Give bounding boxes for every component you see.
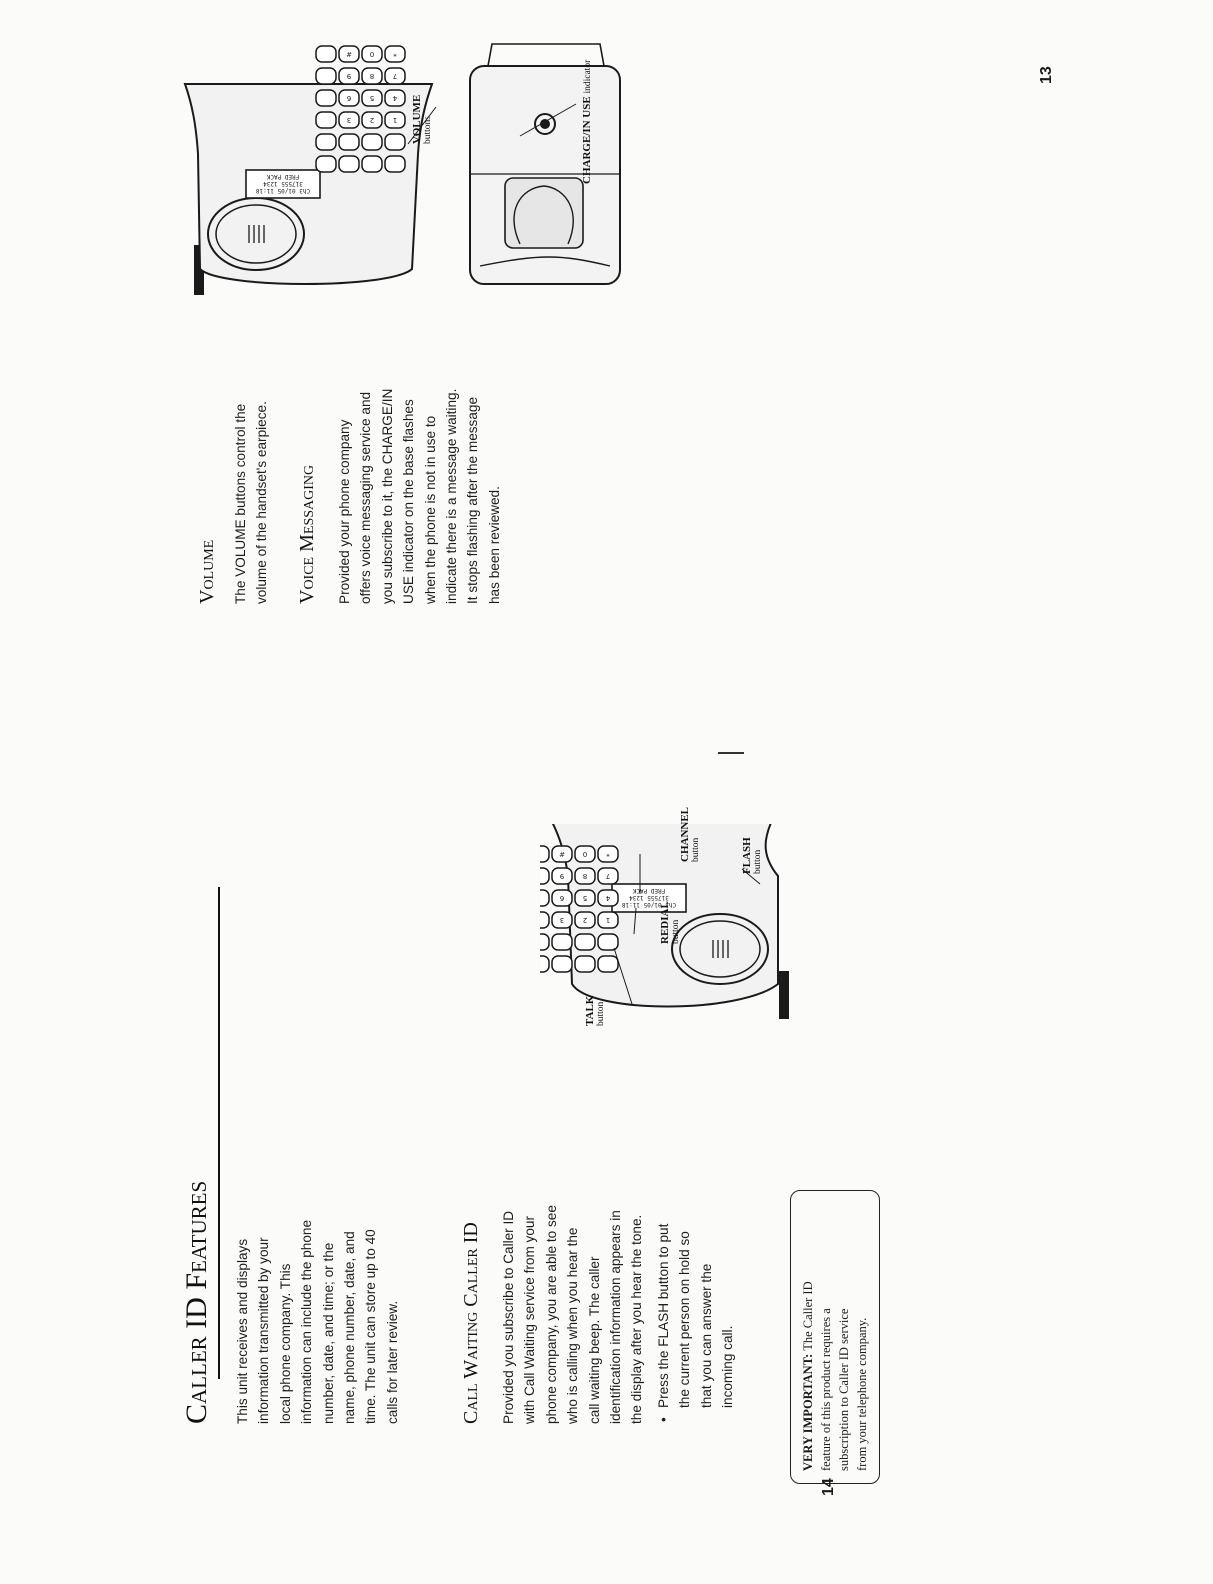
- base-shell: [470, 66, 620, 284]
- bullet-dot-icon: •: [656, 1417, 671, 1422]
- display-line-2: 317555 1234: [263, 180, 303, 187]
- voice-line: Provided your phone company: [337, 419, 352, 604]
- keypad-key-label: 2: [582, 916, 588, 924]
- display-line-1: Ch3 01/05 11:18: [621, 901, 677, 908]
- keypad-key-label: 5: [582, 894, 588, 902]
- handset-antenna-left: [780, 972, 788, 1018]
- charge-label-main: CHARGE/IN USE: [581, 96, 593, 184]
- keypad-key: [540, 912, 549, 928]
- keypad-key: [316, 46, 336, 62]
- keypad-key-label: 7: [392, 72, 398, 80]
- voice-line: has been reviewed.: [486, 486, 502, 604]
- note-line: feature of this product requires a: [819, 1308, 833, 1471]
- display-line-3: FRED PACK: [266, 173, 300, 180]
- call-waiting-line: phone company, you are able to see: [543, 1205, 559, 1424]
- note-text: The Caller ID: [801, 1281, 815, 1354]
- volume-buttons-label: [412, 95, 434, 144]
- bullet-line: the current person on hold so: [677, 1231, 693, 1408]
- volume-line: The VOLUME buttons control the: [233, 403, 248, 604]
- keypad-key-label: 8: [582, 872, 588, 880]
- intro-line: This unit receives and displays: [235, 1238, 250, 1424]
- flash-label-sub: button: [753, 849, 763, 874]
- intro-line: local phone company. This: [277, 1263, 293, 1424]
- keypad-key: [316, 112, 336, 128]
- channel-label-main: CHANNEL: [679, 806, 691, 862]
- keypad-key-label: 6: [346, 94, 352, 102]
- intro-line: number, date, and time; or the: [320, 1242, 336, 1424]
- keypad-key: [552, 956, 572, 972]
- keypad-key: [316, 156, 336, 172]
- keypad-key-label: 9: [346, 72, 352, 80]
- voice-messaging-heading: Voice Messaging: [296, 464, 318, 604]
- flash-button-label: [742, 837, 764, 874]
- keypad-key-label: 3: [559, 916, 565, 924]
- intro-line: calls for later review.: [384, 1300, 400, 1424]
- keypad-key: [598, 956, 618, 972]
- charging-base: [470, 44, 620, 284]
- talk-label-main: TALK: [584, 995, 596, 1026]
- voice-line: offers voice messaging service and: [358, 391, 374, 604]
- call-waiting-line: Provided you subscribe to Caller ID: [501, 1210, 516, 1424]
- keypad-key-label: 3: [346, 116, 352, 124]
- keypad-key-label: 9: [559, 872, 565, 880]
- keypad-key-label: #: [559, 850, 565, 858]
- bullet-line: that you can answer the: [698, 1263, 714, 1408]
- keypad-key: [540, 890, 549, 906]
- keypad-key-label: 2: [369, 116, 375, 124]
- keypad-key: [540, 868, 549, 884]
- keypad-key-label: 8: [369, 72, 375, 80]
- call-waiting-heading: Call Waiting Caller ID: [460, 1222, 482, 1424]
- caller-id-intro: [232, 1084, 403, 1424]
- keypad-key: [316, 68, 336, 84]
- title-rule: [218, 887, 220, 1379]
- page-number-left: 14: [820, 1478, 837, 1496]
- keypad-key: [575, 956, 595, 972]
- keypad-key: [316, 90, 336, 106]
- page-number-right: 13: [1038, 66, 1055, 84]
- keypad-key-label: #: [346, 50, 352, 58]
- call-waiting-line: call waiting beep. The caller: [586, 1256, 602, 1424]
- display-line-3: FRED PACK: [632, 887, 666, 894]
- flash-label-main: FLASH: [741, 837, 753, 874]
- keypad-key-label: 1: [605, 916, 611, 924]
- keypad-key: [316, 134, 336, 150]
- talk-button-label: [585, 996, 607, 1026]
- redial-button-label: [660, 901, 682, 944]
- voice-line: indicate there is a message waiting.: [444, 388, 460, 604]
- keypad-key-label: 6: [559, 894, 565, 902]
- voice-line: It stops flashing after the message: [465, 396, 481, 604]
- voice-line: when the phone is not in use to: [422, 415, 438, 604]
- note-line: subscription to Caller ID service: [837, 1308, 851, 1471]
- keypad-key-label: 4: [605, 894, 611, 902]
- keypad-key-label: 1: [392, 116, 398, 124]
- note-line: from your telephone company.: [855, 1317, 869, 1471]
- caller-id-features-title: Caller ID Features: [180, 1180, 213, 1424]
- volume-line: volume of the handset's earpiece.: [254, 401, 270, 604]
- keypad-key: [598, 934, 618, 950]
- redial-label-sub: button: [671, 919, 681, 944]
- display-line-2: 317555 1234: [629, 894, 669, 901]
- keypad-key-label: 0: [369, 50, 375, 58]
- handset-and-base-illustration-right: [180, 14, 650, 344]
- keypad-key-label: 0: [582, 850, 588, 858]
- keypad-key: [540, 934, 549, 950]
- display-line-1: Ch3 01/05 11:18: [255, 187, 311, 194]
- charge-label-sub: indicator: [583, 59, 593, 94]
- keypad-key: [339, 156, 359, 172]
- talk-label-sub: button: [596, 1001, 606, 1026]
- keypad-key: [540, 846, 549, 862]
- keypad-key-label: 5: [369, 94, 375, 102]
- intro-line: information transmitted by your: [256, 1237, 272, 1424]
- bullet-line: Press the FLASH button to put: [656, 1223, 671, 1408]
- handset-illustration-left: [540, 824, 790, 1164]
- call-waiting-line: who is calling when you hear the: [565, 1227, 581, 1424]
- keypad-key-label: 4: [392, 94, 398, 102]
- keypad-key: [575, 934, 595, 950]
- volume-heading: Volume: [196, 539, 218, 604]
- voice-line: USE indicator on the base flashes: [401, 399, 417, 604]
- keypad-key-label: 7: [605, 872, 611, 880]
- redial-label-main: REDIAL: [659, 901, 671, 944]
- bullet-line: incoming call.: [720, 1325, 736, 1408]
- charge-in-use-indicator-label: [582, 60, 594, 184]
- keypad-key: [552, 934, 572, 950]
- keypad-key: [540, 956, 549, 972]
- volume-label-sub: buttons: [423, 116, 433, 144]
- keypad-key: [385, 134, 405, 150]
- keypad-key: [339, 134, 359, 150]
- voice-line: you subscribe to it, the CHARGE/IN: [379, 388, 395, 604]
- note-line-1: [799, 1203, 817, 1471]
- page-divider-mark: [718, 752, 744, 754]
- keypad-key-label: *: [606, 850, 610, 858]
- intro-line: information can include the phone: [299, 1219, 315, 1424]
- important-note-box: [790, 1190, 880, 1484]
- channel-label-sub: button: [691, 837, 701, 862]
- channel-button-label: [680, 807, 702, 862]
- note-lead: VERY IMPORTANT:: [801, 1353, 815, 1471]
- keypad-key: [385, 156, 405, 172]
- volume-label-main: VOLUME: [411, 94, 423, 144]
- call-waiting-line: identification information appears in: [608, 1210, 624, 1424]
- intro-line: time. The unit can store up to 40: [363, 1229, 379, 1424]
- call-waiting-line: the display after you hear the tone.: [629, 1214, 645, 1424]
- keypad-key: [362, 156, 382, 172]
- keypad-key: [362, 134, 382, 150]
- intro-line: name, phone number, date, and: [342, 1231, 358, 1424]
- keypad-key-label: *: [393, 50, 397, 58]
- call-waiting-line: with Call Waiting service from your: [522, 1216, 538, 1424]
